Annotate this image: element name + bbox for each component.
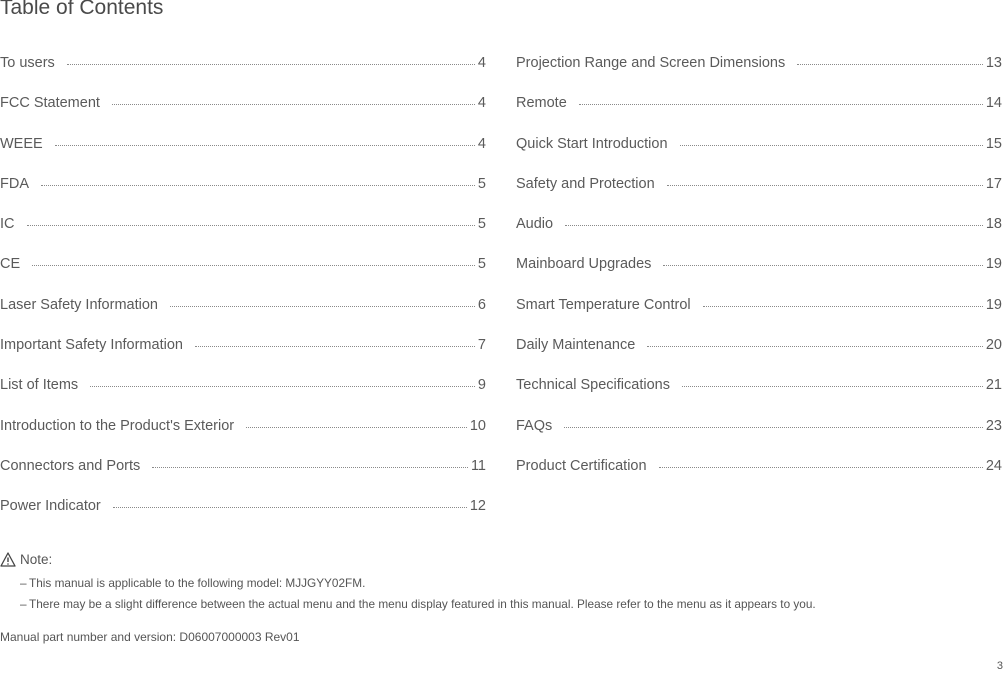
dot-leader	[195, 346, 475, 347]
page-number: 3	[996, 660, 1003, 672]
toc-entry-page: 24	[985, 457, 1002, 474]
note-line-text: There may be a slight difference between the actual menu and the menu display featured in this manual. Please refer to the menu as it appears to you.	[29, 597, 816, 611]
toc-entry-label: Connectors and Ports	[0, 457, 141, 474]
toc-entry-page: 5	[477, 256, 486, 273]
toc-entry[interactable]	[0, 337, 486, 377]
toc-entry-page: 9	[477, 377, 486, 394]
toc-left-column	[0, 55, 486, 539]
toc-entry[interactable]	[516, 216, 1002, 256]
dot-leader	[55, 145, 475, 146]
toc-entry-page: 4	[477, 55, 486, 71]
toc-entry-label: To users	[0, 55, 55, 71]
toc-entry-label: Projection Range and Screen Dimensions	[516, 55, 786, 71]
dot-leader	[682, 386, 983, 387]
toc-entry[interactable]	[0, 377, 486, 417]
toc-entry[interactable]	[0, 55, 486, 95]
toc-entry-page: 5	[477, 175, 486, 192]
toc-entry-label: Audio	[516, 216, 554, 233]
dot-leader	[113, 507, 467, 508]
dot-leader	[152, 467, 468, 468]
manual-part-number: Manual part number and version: D06007000003 Rev01	[0, 630, 300, 644]
dot-leader	[703, 306, 983, 307]
toc-entry-page: 19	[985, 296, 1002, 313]
toc-right-column	[516, 55, 1002, 498]
toc-entry[interactable]	[516, 297, 1002, 337]
toc-entry[interactable]	[0, 418, 486, 458]
toc-entry[interactable]	[0, 216, 486, 256]
dot-leader	[170, 306, 475, 307]
toc-entry[interactable]	[516, 55, 1002, 95]
toc-entry-page: 17	[985, 175, 1002, 192]
note-heading-text: Note:	[20, 552, 53, 567]
toc-entry[interactable]	[516, 256, 1002, 296]
toc-entry-label: Introduction to the Product's Exterior	[0, 417, 235, 434]
toc-entry[interactable]	[516, 377, 1002, 417]
toc-entry-page: 7	[477, 337, 486, 354]
toc-entry-page: 19	[985, 256, 1002, 273]
toc-entry-page: 12	[469, 498, 486, 515]
toc-entry-label: Safety and Protection	[516, 175, 655, 192]
toc-entry[interactable]	[516, 136, 1002, 176]
toc-entry-page: 14	[985, 95, 1002, 112]
warning-triangle-icon	[0, 552, 16, 567]
toc-entry-label: WEEE	[0, 135, 43, 152]
toc-entry-label: Important Safety Information	[0, 337, 183, 354]
toc-entry-page: 10	[469, 417, 486, 434]
toc-entry[interactable]	[516, 337, 1002, 377]
toc-entry-label: Remote	[516, 95, 567, 112]
note-line-text: This manual is applicable to the following model: MJJGYY02FM.	[29, 576, 366, 590]
toc-entry[interactable]	[0, 458, 486, 498]
note-heading	[0, 552, 52, 567]
toc-entry[interactable]	[0, 297, 486, 337]
toc-entry[interactable]	[0, 176, 486, 216]
dot-leader	[663, 265, 982, 266]
toc-entry-page: 21	[985, 377, 1002, 394]
toc-entry-label: IC	[0, 216, 15, 233]
toc-entry-page: 11	[470, 457, 486, 474]
toc-entry[interactable]	[0, 136, 486, 176]
dot-leader	[565, 225, 983, 226]
toc-entry-page: 20	[985, 337, 1002, 354]
toc-entry-page: 13	[985, 55, 1002, 71]
dot-leader	[647, 346, 983, 347]
toc-entry-page: 18	[985, 216, 1002, 233]
toc-entry-page: 23	[985, 417, 1002, 434]
toc-entry-label: Laser Safety Information	[0, 296, 158, 313]
note-line: – This manual is applicable to the following model: MJJGYY02FM.	[20, 576, 366, 590]
toc-entry-label: Mainboard Upgrades	[516, 256, 652, 273]
dot-leader	[90, 386, 475, 387]
toc-entry[interactable]	[0, 498, 486, 538]
toc-entry[interactable]	[516, 458, 1002, 498]
toc-entry-page: 4	[477, 135, 486, 152]
note-line: – There may be a slight difference between the actual menu and the menu display featured in this manual. Please refer to the menu as it appears to you.	[20, 597, 816, 611]
dot-leader	[659, 467, 983, 468]
dot-leader	[680, 145, 983, 146]
dot-leader	[246, 427, 467, 428]
toc-entry[interactable]	[516, 176, 1002, 216]
toc-entry-label: FDA	[0, 175, 29, 192]
dot-leader	[564, 427, 983, 428]
dot-leader	[32, 265, 475, 266]
note-section	[0, 552, 52, 567]
toc-entry-label: FCC Statement	[0, 95, 100, 112]
dot-leader	[579, 104, 983, 105]
toc-entry-page: 4	[477, 95, 486, 112]
dot-leader	[27, 225, 475, 226]
page-title: Table of Contents	[0, 0, 164, 19]
toc-entry[interactable]	[0, 95, 486, 135]
dot-leader	[41, 185, 475, 186]
toc-entry[interactable]	[516, 95, 1002, 135]
toc-entry-label: FAQs	[516, 417, 553, 434]
toc-entry-page: 15	[985, 135, 1002, 152]
toc-entry-label: Smart Temperature Control	[516, 296, 691, 313]
toc-entry-label: Daily Maintenance	[516, 337, 636, 354]
toc-entry-label: CE	[0, 256, 21, 273]
toc-entry-label: Power Indicator	[0, 498, 101, 515]
toc-entry-page: 5	[477, 216, 486, 233]
dot-leader	[797, 64, 983, 65]
dot-leader	[112, 104, 475, 105]
toc-entry-label: Technical Specifications	[516, 377, 670, 394]
toc-entry[interactable]	[516, 418, 1002, 458]
toc-entry-label: Product Certification	[516, 457, 647, 474]
toc-entry-label: List of Items	[0, 377, 79, 394]
toc-entry[interactable]	[0, 256, 486, 296]
toc-entry-page: 6	[477, 296, 486, 313]
dot-leader	[667, 185, 983, 186]
toc-entry-label: Quick Start Introduction	[516, 135, 668, 152]
dot-leader	[67, 64, 475, 65]
